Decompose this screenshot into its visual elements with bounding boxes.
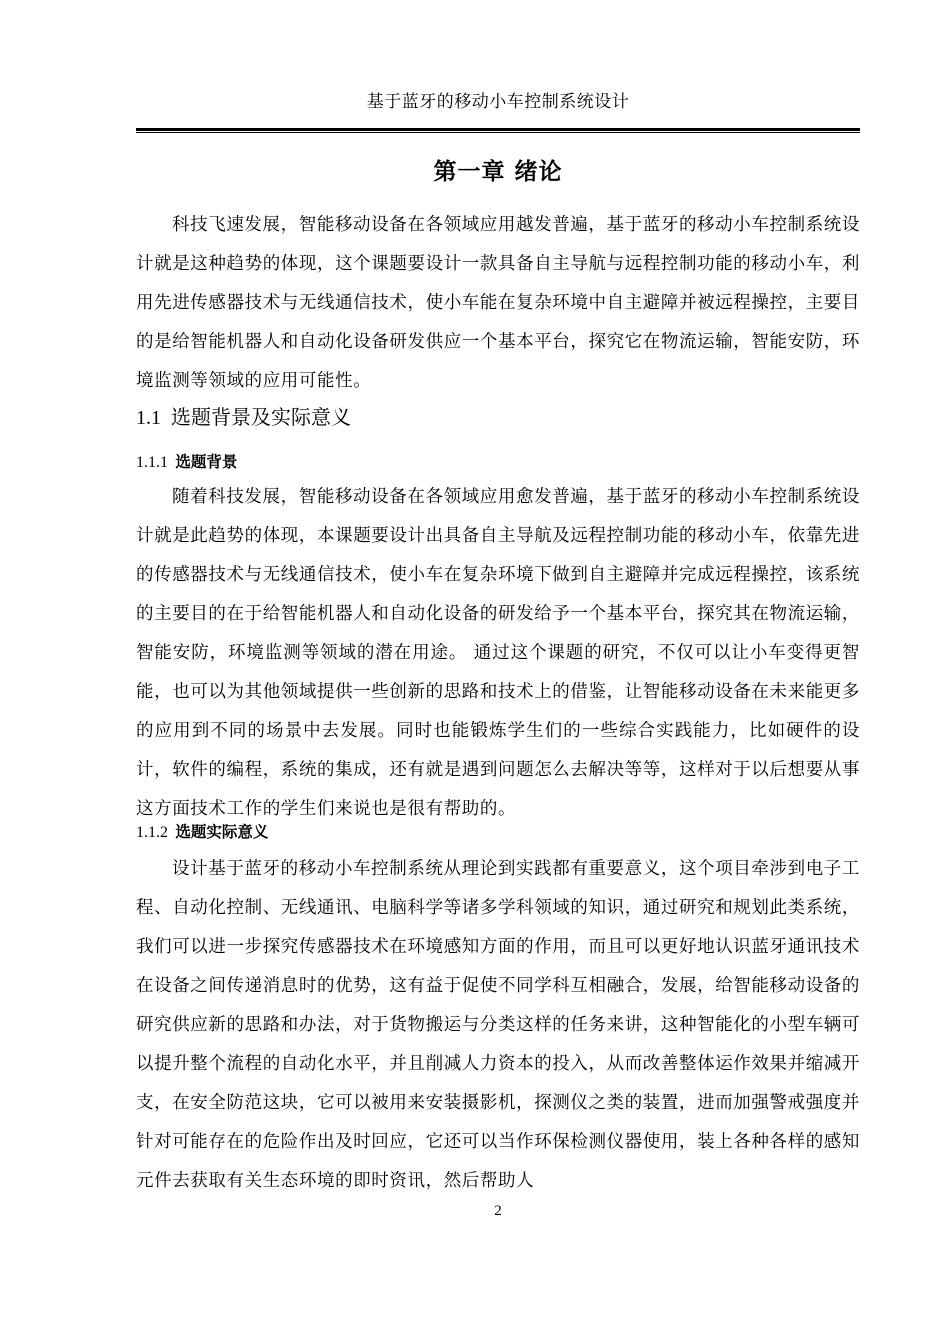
- running-header: 基于蓝牙的移动小车控制系统设计: [366, 92, 630, 112]
- subsection-heading-1-1-1: [136, 450, 237, 475]
- header-double-rule: [136, 128, 860, 134]
- chapter-title: 第一章 绪论: [433, 159, 563, 185]
- subsection-title: 选题实际意义: [175, 823, 269, 841]
- subsection-number: 1.1.1: [136, 454, 168, 471]
- significance-paragraph: 设计基于蓝牙的移动小车控制系统从理论到实践都有重要意义，这个项目牵涉到电子工程、自动化控制、无线通讯、电脑科学等诸多学科领域的知识，通过研究和规划此类系统，我们可以进一步探究传感器技术在环境感知方面的作用，而且可以更好地认识蓝牙通讯技术在设备之间传递消息时的优势，这有益于促使不同学科互相融合，发展，给智能移动设备的研究供应新的思路和办法，对于货物搬运与分类这样的任务来讲，这种智能化的小型车辆可以提升整个流程的自动化水平，并且削减人力资本的投入，从而改善整体运作效果并缩减开支，在安全防范这块，它可以被用来安装摄影机，探测仪之类的装置，进而加强警戒强度并针对可能存在的危险作出及时回应，它还可以当作环保检测仪器使用，装上各种各样的感知元件去获取有关生态环境的即时资讯，然后帮助人: [136, 859, 860, 1191]
- subsection-heading-1-1-2: [136, 820, 268, 845]
- page-number: 2: [494, 1203, 502, 1219]
- section-heading-1-1: [136, 403, 351, 432]
- header-rule-thin: [136, 132, 860, 133]
- section-number: 1.1: [136, 407, 161, 429]
- subsection-title: 选题背景: [175, 453, 238, 471]
- intro-paragraph: 科技飞速发展，智能移动设备在各领域应用越发普遍，基于蓝牙的移动小车控制系统设计就是这种趋势的体现，这个课题要设计一款具备自主导航与远程控制功能的移动小车，利用先进传感器技术与无线通信技术，使小车能在复杂环境中自主避障并被远程操控，主要目的是给智能机器人和自动化设备研发供应一个基本平台，探究它在物流运输，智能安防，环境监测等领域的应用可能性。: [136, 215, 860, 391]
- section-title: 选题背景及实际意义: [171, 405, 351, 429]
- background-paragraph: 随着科技发展，智能移动设备在各领域应用愈发普遍，基于蓝牙的移动小车控制系统设计就是此趋势的体现，本课题要设计出具备自主导航及远程控制功能的移动小车，依靠先进的传感器技术与无线通信技术，使小车在复杂环境下做到自主避障并完成远程操控，该系统的主要目的在于给智能机器人和自动化设备的研发给予一个基本平台，探究其在物流运输，智能安防，环境监测等领域的潜在用途。 通过这个课题的研究，不仅可以让小车变得更智能，也可以为其他领域提供一些创新的思路和技术上的借鉴，让智能移动设备在未来能更多的应用到不同的场景中去发展。同时也能锻炼学生们的一些综合实践能力，比如硬件的设计，软件的编程，系统的集成，还有就是遇到问题怎么去解决等等，这样对于以后想要从事这方面技术工作的学生们来说也是很有帮助的。: [136, 487, 860, 819]
- header-rule-thick: [136, 128, 860, 131]
- subsection-number: 1.1.2: [136, 824, 168, 841]
